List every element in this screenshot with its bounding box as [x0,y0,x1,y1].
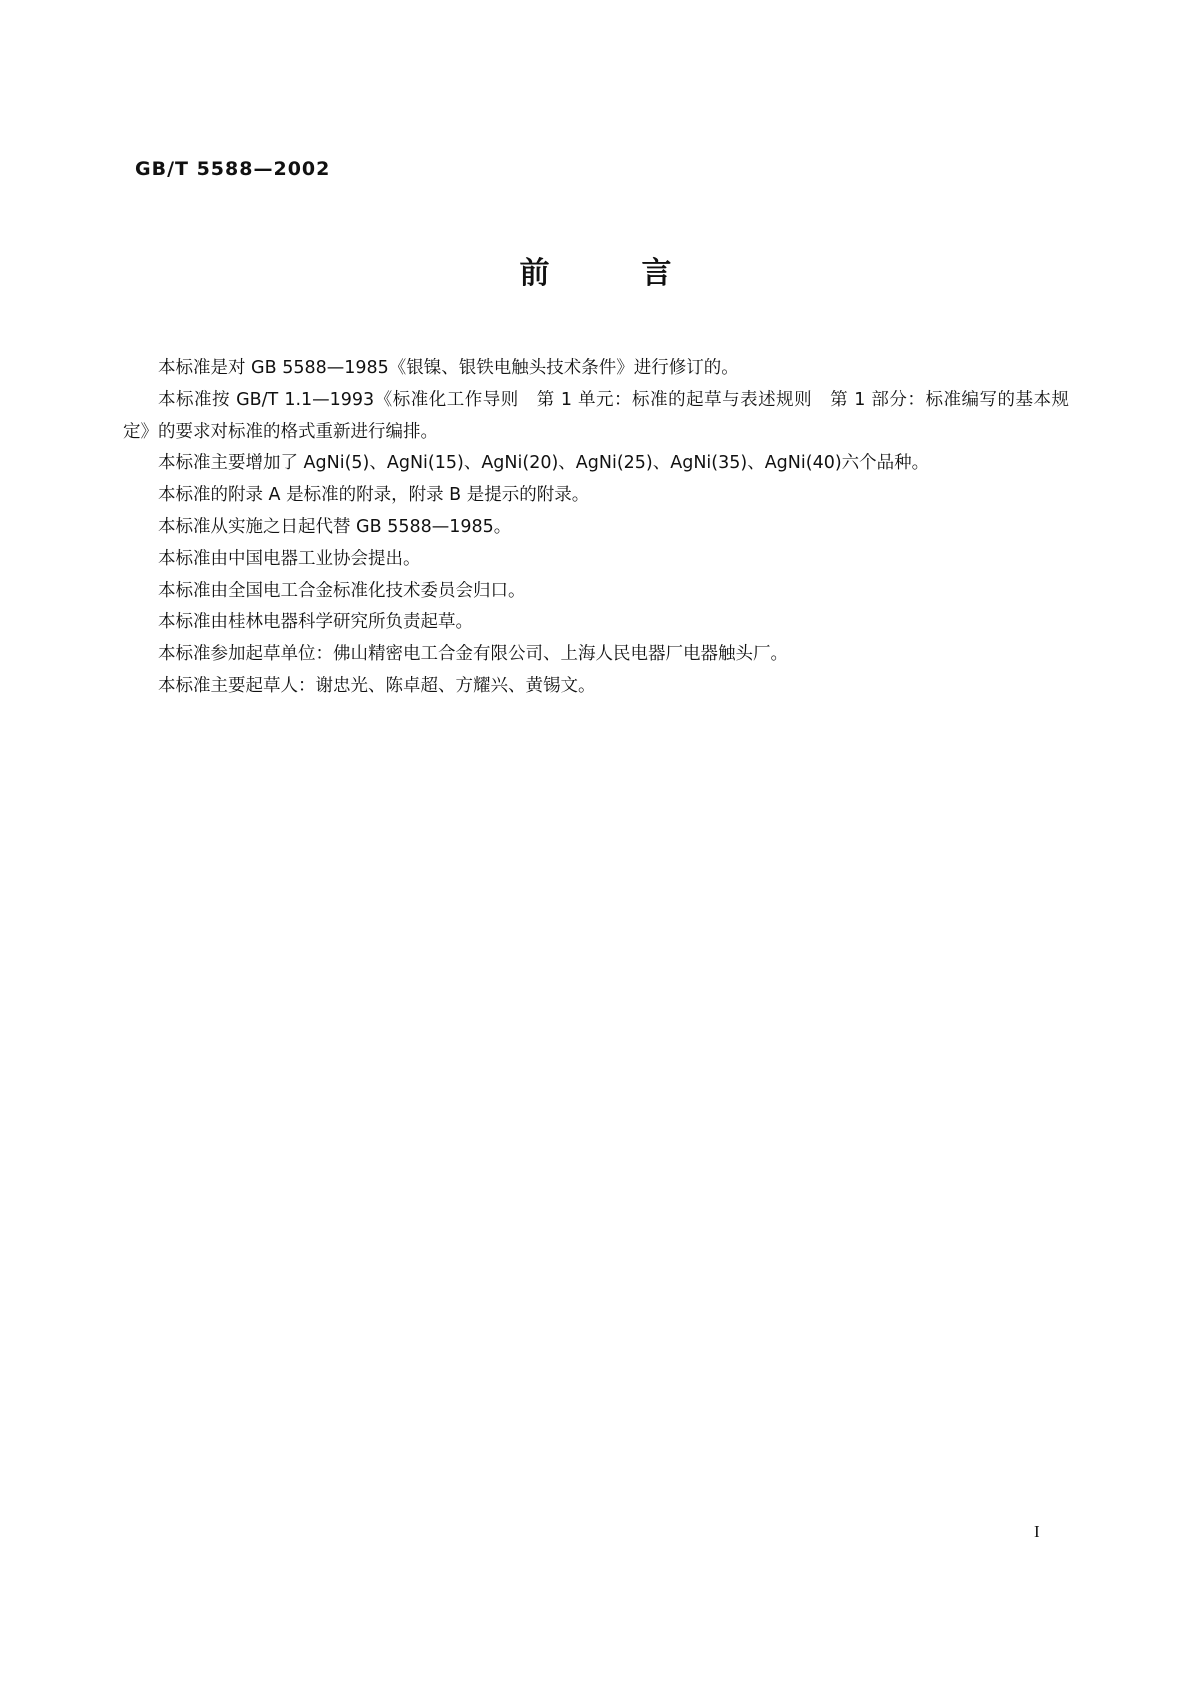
paragraph-appendix: 本标准的附录 A 是标准的附录，附录 B 是提示的附录。 [158,485,590,506]
standard-code: GB/T 5588—2002 [135,158,331,180]
foreword-body [123,353,1069,703]
paragraph-proposer: 本标准由中国电器工业协会提出。 [158,548,421,569]
paragraph-format: 本标准按 GB/T 1.1—1993《标准化工作导则 第 1 单元：标准的起草与表述规则 第 1 部分：标准编写的基本规定》的要求对标准的格式重新进行编排。 [123,389,1069,442]
paragraph-drafters: 本标准主要起草人：谢忠光、陈卓超、方耀兴、黄锡文。 [158,675,596,696]
paragraph-new-varieties: 本标准主要增加了 AgNi(5)、AgNi(15)、AgNi(20)、AgNi(25)、AgNi(35)、AgNi(40)六个品种。 [158,453,930,474]
page-number: I [1034,1522,1040,1541]
paragraph-revision: 本标准是对 GB 5588—1985《银镍、银铁电触头技术条件》进行修订的。 [158,358,739,378]
page-title [0,248,1191,292]
paragraph-participating-units: 本标准参加起草单位：佛山精密电工合金有限公司、上海人民电器厂电器触头厂。 [158,644,788,665]
paragraph-drafting-org: 本标准由桂林电器科学研究所负责起草。 [158,612,473,633]
paragraph-administrator: 本标准由全国电工合金标准化技术委员会归口。 [158,580,526,601]
title-char-2: 言 [641,256,672,291]
title-char-1: 前 [519,256,550,291]
paragraph-replacement: 本标准从实施之日起代替 GB 5588—1985。 [158,516,512,537]
